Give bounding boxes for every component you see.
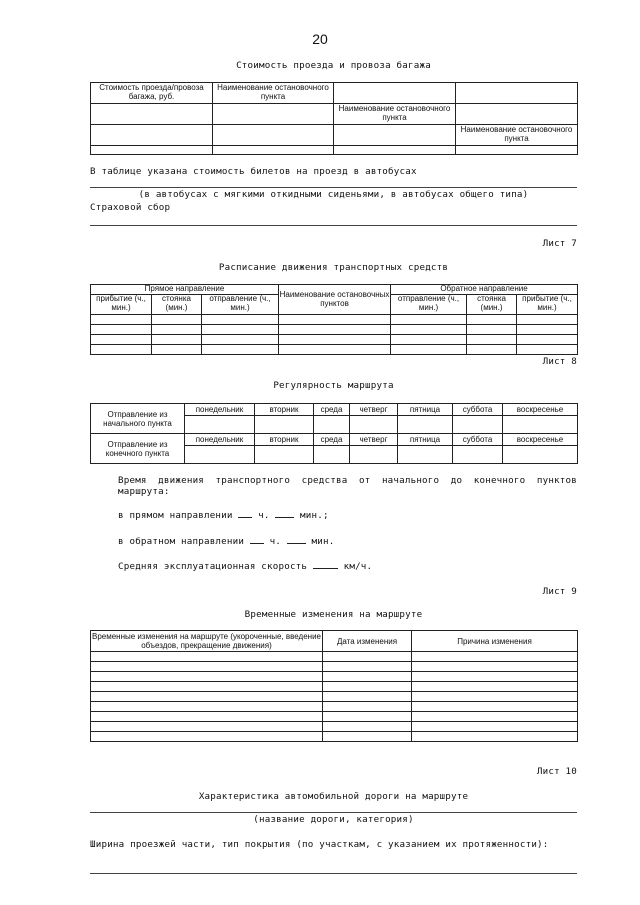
backward-hours-blank: [250, 543, 264, 544]
changes-cell: [91, 722, 323, 732]
changes-cell: [323, 712, 412, 722]
day-cell: [314, 446, 350, 464]
changes-cell: [412, 662, 578, 672]
day-header: четверг: [350, 404, 398, 416]
fare-cell: [456, 104, 578, 125]
day-header: суббота: [453, 404, 503, 416]
schedule-header-arrival: прибытие (ч., мин.): [91, 295, 152, 315]
day-cell: [350, 446, 398, 464]
sheet7-label: Лист 7: [542, 238, 577, 249]
forward-label: в прямом направлении: [118, 510, 233, 521]
fare-header-cost: Стоимость проезда/провоза багажа, руб.: [91, 83, 213, 104]
day-cell: [453, 416, 503, 434]
sheet9-title: Временные изменения на маршруте: [244, 609, 423, 620]
schedule-cell: [91, 335, 152, 345]
schedule-cell: [91, 315, 152, 325]
day-cell: [255, 416, 314, 434]
schedule-cell: [279, 345, 391, 355]
schedule-cell: [467, 325, 517, 335]
changes-cell: [412, 732, 578, 742]
day-cell: [314, 416, 350, 434]
fare-cell: [334, 83, 456, 104]
backward-minutes-blank: [287, 543, 306, 544]
schedule-table: [90, 284, 578, 355]
forward-minutes-blank: [275, 517, 294, 518]
fare-cell: [213, 146, 334, 155]
changes-cell: [91, 702, 323, 712]
fare-note-text: В таблице указана стоимость билетов на проезд в автобусах: [90, 166, 417, 177]
regularity-table: [90, 403, 578, 464]
sheet10-title: Характеристика автомобильной дороги на маршруте: [198, 791, 469, 802]
fare-header-stop-1: Наименование остановочного пункта: [213, 83, 334, 104]
fare-table: [90, 82, 578, 155]
schedule-header-stay: стоянка (мин.): [152, 295, 202, 315]
day-header: пятница: [398, 404, 453, 416]
schedule-header-departure: отправление (ч., мин.): [202, 295, 279, 315]
schedule-header-backward: Обратное направление: [391, 285, 578, 295]
schedule-cell: [202, 315, 279, 325]
road-name-line: [90, 812, 577, 813]
changes-cell: [323, 702, 412, 712]
avg-speed-unit: км/ч.: [343, 561, 373, 572]
changes-cell: [412, 722, 578, 732]
schedule-cell: [279, 335, 391, 345]
schedule-cell: [91, 345, 152, 355]
backward-label: в обратном направлении: [118, 536, 245, 547]
day-header: суббота: [453, 434, 503, 446]
road-width-text: Ширина проезжей части, тип покрытия (по участкам, с указанием их протяженности):: [90, 839, 549, 850]
day-header: воскресенье: [503, 404, 578, 416]
changes-cell: [323, 662, 412, 672]
changes-cell: [323, 722, 412, 732]
day-header: воскресенье: [503, 434, 578, 446]
day-header: вторник: [255, 434, 314, 446]
changes-cell: [91, 672, 323, 682]
changes-cell: [323, 672, 412, 682]
changes-cell: [91, 662, 323, 672]
day-cell: [185, 446, 255, 464]
changes-cell: [91, 692, 323, 702]
day-cell: [398, 446, 453, 464]
changes-cell: [323, 692, 412, 702]
fare-note-line: [90, 187, 577, 188]
backward-minutes-unit: мин.: [311, 536, 335, 547]
schedule-header-arrival-back: прибытие (ч., мин.): [517, 295, 578, 315]
fare-cell: [91, 146, 213, 155]
travel-time-text: Время движения транспортного средства от начального до конечного пунктов маршрута:: [118, 475, 577, 497]
day-header: понедельник: [185, 434, 255, 446]
sheet6-title: Стоимость проезда и провоза багажа: [236, 60, 431, 71]
schedule-cell: [467, 345, 517, 355]
changes-cell: [91, 712, 323, 722]
day-cell: [350, 416, 398, 434]
schedule-header-stay-back: стоянка (мин.): [467, 295, 517, 315]
page-number: 20: [312, 31, 328, 47]
fare-note-caption: (в автобусах с мягкими откидными сиденьями, в автобусах общего типа): [138, 189, 529, 200]
day-cell: [398, 416, 453, 434]
schedule-cell: [152, 315, 202, 325]
schedule-cell: [91, 325, 152, 335]
schedule-cell: [152, 345, 202, 355]
changes-cell: [323, 732, 412, 742]
road-name-caption: (название дороги, категория): [253, 814, 414, 825]
road-width-line: [90, 873, 577, 874]
fare-cell: [334, 146, 456, 155]
changes-cell: [412, 692, 578, 702]
day-cell: [185, 416, 255, 434]
avg-speed-blank: [313, 568, 338, 569]
forward-time-row: [118, 510, 329, 521]
day-cell: [503, 416, 578, 434]
changes-header-date: Дата изменения: [323, 631, 412, 652]
fare-cell: [456, 146, 578, 155]
schedule-cell: [517, 315, 578, 325]
schedule-cell: [391, 335, 467, 345]
schedule-cell: [467, 315, 517, 325]
schedule-cell: [517, 335, 578, 345]
regularity-from-end: Отправление из конечного пункта: [91, 434, 185, 464]
changes-cell: [412, 712, 578, 722]
schedule-cell: [391, 325, 467, 335]
regularity-from-start: Отправление из начального пункта: [91, 404, 185, 434]
changes-cell: [91, 682, 323, 692]
changes-cell: [91, 732, 323, 742]
fare-cell: [213, 125, 334, 146]
schedule-cell: [202, 325, 279, 335]
schedule-cell: [202, 335, 279, 345]
day-header: среда: [314, 404, 350, 416]
changes-table: [90, 630, 578, 742]
day-cell: [503, 446, 578, 464]
changes-cell: [323, 652, 412, 662]
fare-cell: [456, 83, 578, 104]
schedule-header-forward: Прямое направление: [91, 285, 279, 295]
sheet8-title: Регулярность маршрута: [273, 380, 394, 391]
day-header: пятница: [398, 434, 453, 446]
schedule-cell: [152, 325, 202, 335]
schedule-header-departure-back: отправление (ч., мин.): [391, 295, 467, 315]
schedule-cell: [279, 325, 391, 335]
fare-cell: [213, 104, 334, 125]
sheet7-title: Расписание движения транспортных средств: [218, 262, 449, 273]
changes-cell: [91, 652, 323, 662]
forward-hours-unit: ч.: [258, 510, 270, 521]
day-cell: [453, 446, 503, 464]
changes-cell: [323, 682, 412, 692]
schedule-header-stops: Наименование остановочных пунктов: [279, 285, 391, 315]
fare-cell: [91, 104, 213, 125]
changes-header-changes: Временные изменения на маршруте (укороченные, введение объездов, прекращение движения): [91, 632, 321, 650]
sheet10-label: Лист 10: [536, 766, 577, 777]
changes-header-reason: Причина изменения: [412, 631, 578, 652]
forward-hours-blank: [238, 517, 252, 518]
forward-minutes-unit: мин.;: [300, 510, 329, 521]
travel-time-line1: [118, 475, 577, 497]
avg-speed-label: Средняя эксплуатационная скорость: [118, 561, 308, 572]
schedule-cell: [391, 345, 467, 355]
changes-cell: [412, 682, 578, 692]
insurance-label: Страховой сбор: [90, 202, 171, 213]
changes-cell: [412, 652, 578, 662]
fare-cell: [334, 125, 456, 146]
schedule-cell: [517, 325, 578, 335]
changes-cell: [412, 702, 578, 712]
backward-hours-unit: ч.: [269, 536, 282, 547]
schedule-cell: [467, 335, 517, 345]
backward-time-row: [118, 536, 334, 547]
fare-header-stop-3: Наименование остановочного пункта: [456, 125, 578, 146]
day-cell: [255, 446, 314, 464]
day-header: понедельник: [185, 404, 255, 416]
schedule-cell: [279, 315, 391, 325]
fare-cell: [91, 125, 213, 146]
day-header: среда: [314, 434, 350, 446]
schedule-cell: [391, 315, 467, 325]
sheet8-label: Лист 8: [542, 356, 577, 367]
schedule-cell: [202, 345, 279, 355]
schedule-cell: [152, 335, 202, 345]
avg-speed-row: [118, 561, 372, 572]
sheet9-label: Лист 9: [542, 586, 577, 597]
insurance-line: [90, 225, 577, 226]
changes-cell: [412, 672, 578, 682]
day-header: четверг: [350, 434, 398, 446]
day-header: вторник: [255, 404, 314, 416]
schedule-cell: [517, 345, 578, 355]
fare-header-stop-2: Наименование остановочного пункта: [334, 104, 456, 125]
